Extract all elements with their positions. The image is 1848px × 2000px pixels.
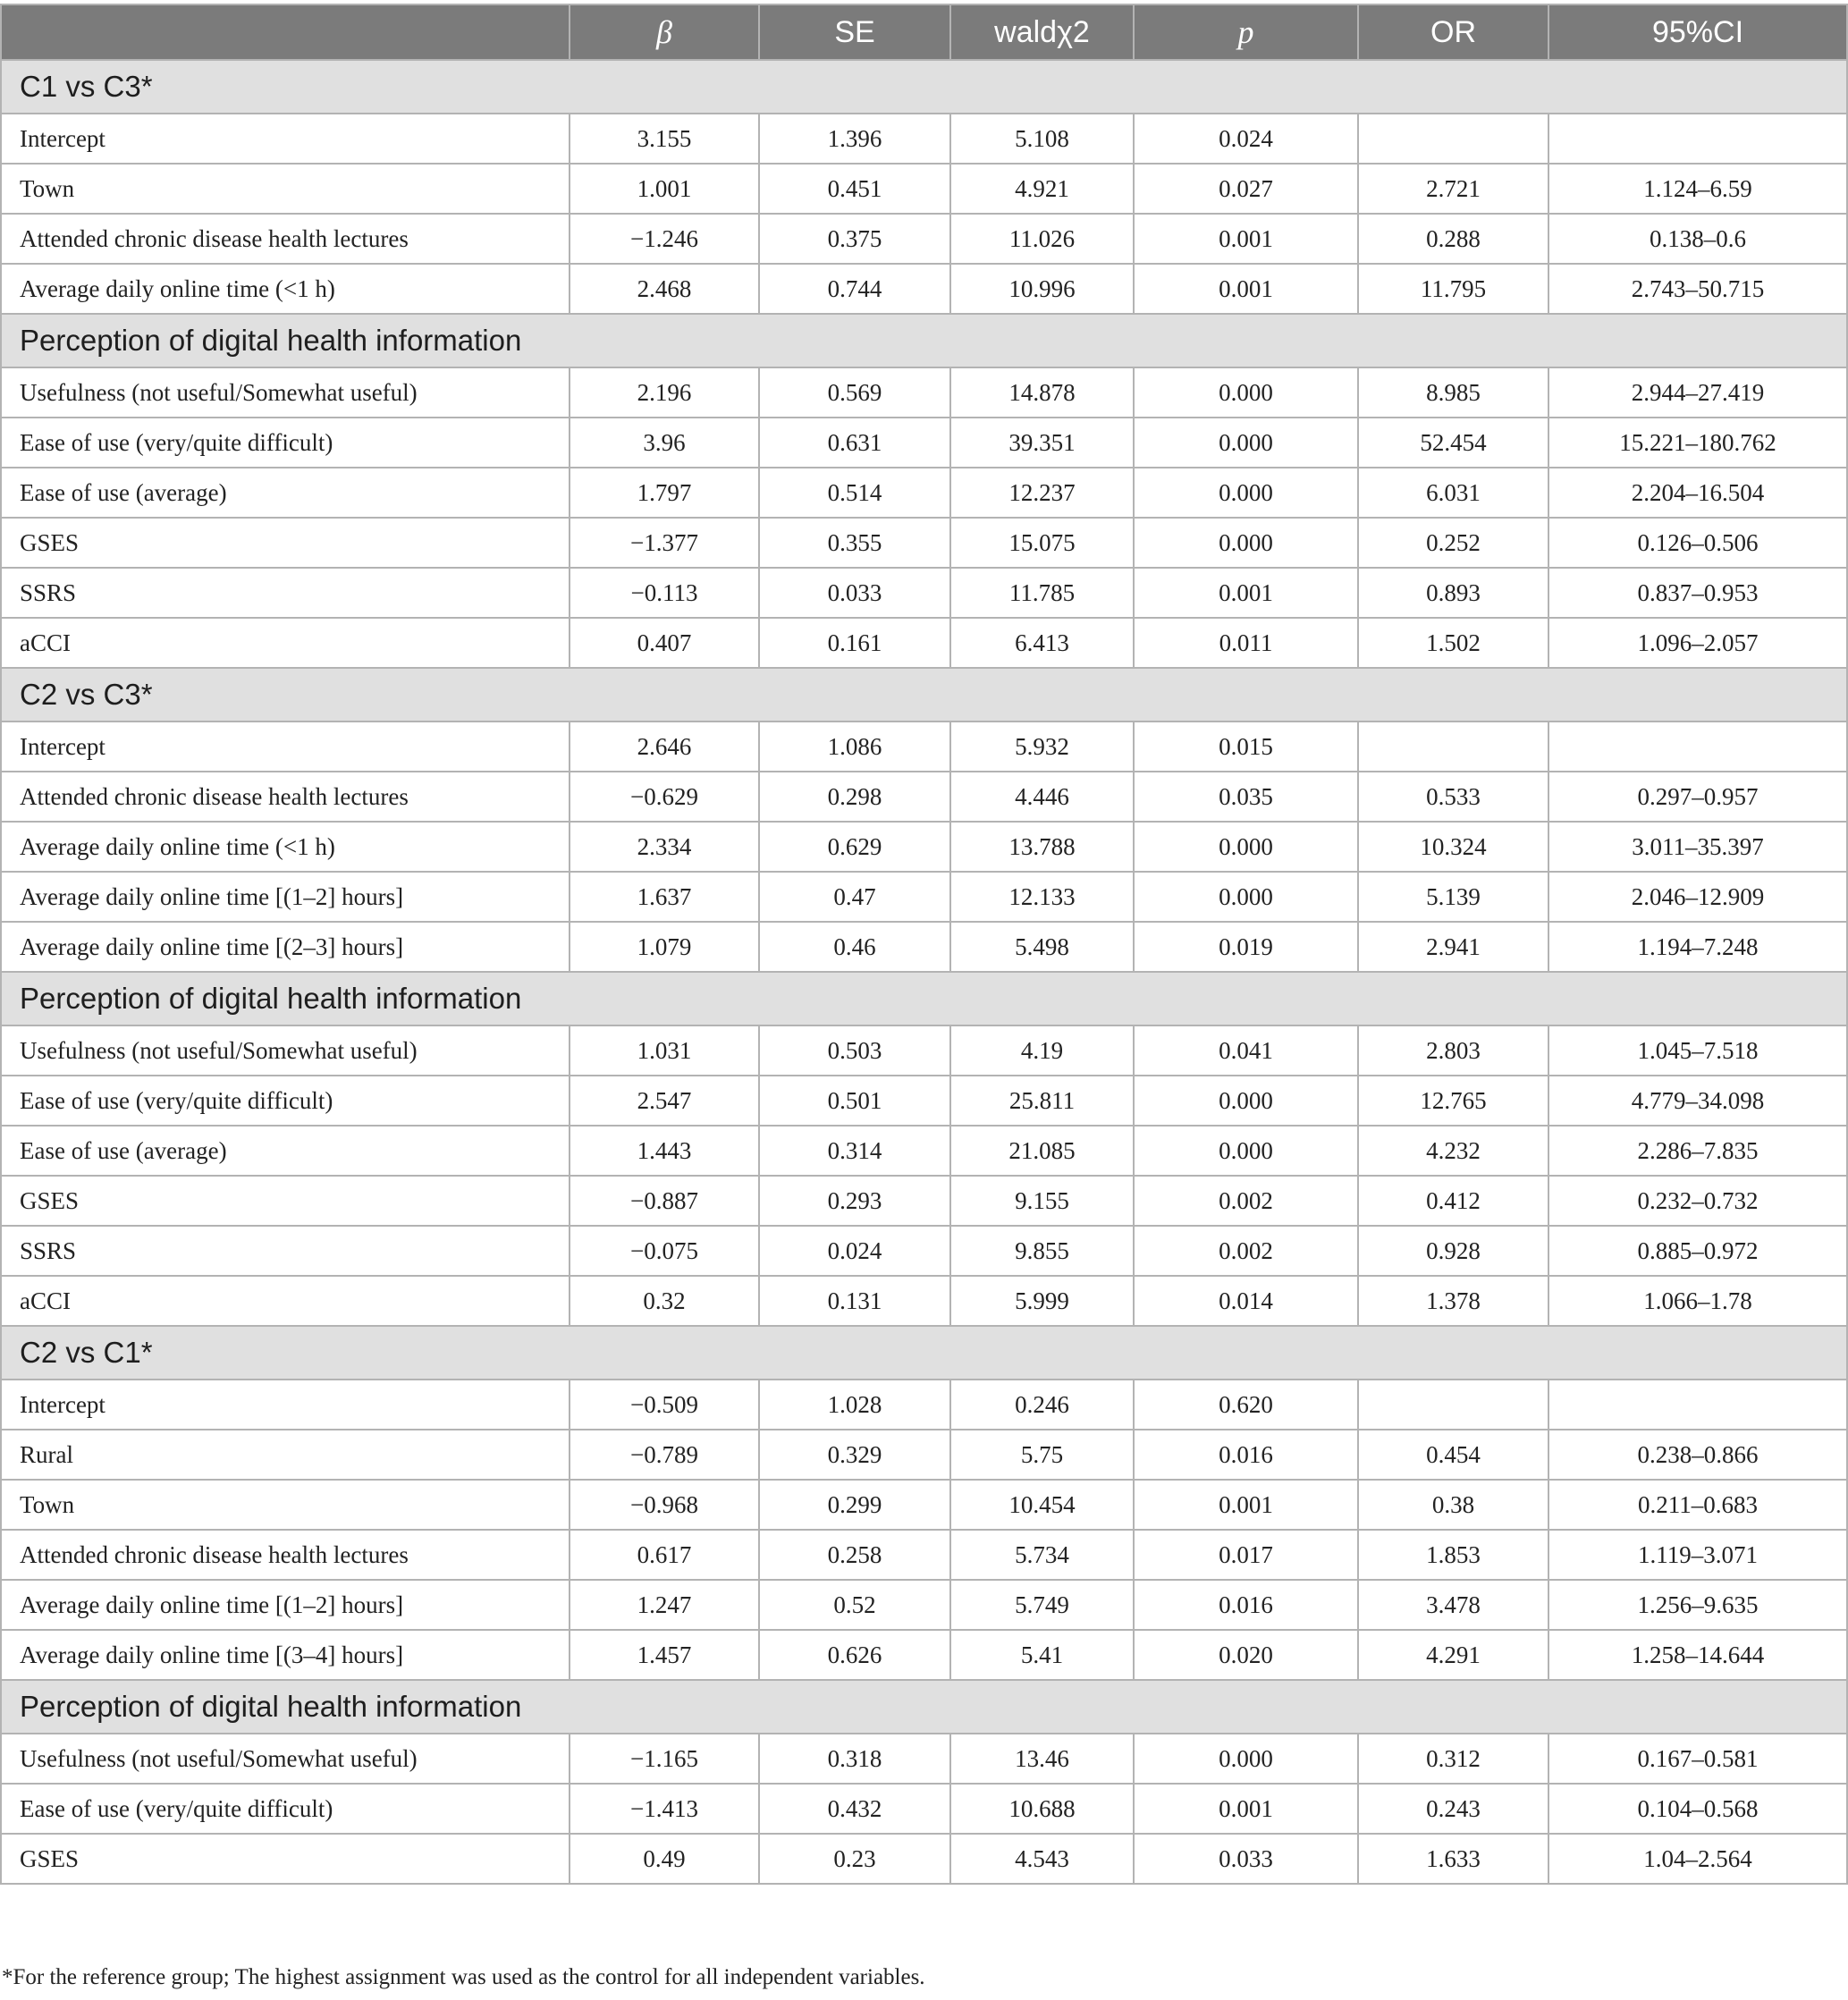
header-row: [1, 4, 1847, 60]
cell-variable: Town: [1, 164, 570, 214]
cell-p: 0.000: [1134, 1126, 1358, 1176]
section-title: Perception of digital health information: [1, 972, 1847, 1025]
cell-or: 0.533: [1358, 772, 1548, 822]
cell-beta: −1.246: [570, 214, 759, 264]
cell-beta: 2.547: [570, 1076, 759, 1126]
table-row: [1, 367, 1847, 418]
cell-se: 0.46: [759, 922, 950, 972]
cell-beta: 1.079: [570, 922, 759, 972]
cell-beta: 1.637: [570, 872, 759, 922]
cell-or: 2.721: [1358, 164, 1548, 214]
cell-p: 0.017: [1134, 1530, 1358, 1580]
cell-se: 0.161: [759, 618, 950, 668]
section-title: C2 vs C1*: [1, 1326, 1847, 1380]
cell-ci: 1.258–14.644: [1548, 1630, 1847, 1680]
cell-wald: 6.413: [950, 618, 1134, 668]
cell-p: 0.000: [1134, 1076, 1358, 1126]
table-row: [1, 568, 1847, 618]
cell-beta: 1.797: [570, 468, 759, 518]
cell-beta: 0.407: [570, 618, 759, 668]
cell-variable: SSRS: [1, 1226, 570, 1276]
cell-p: 0.024: [1134, 114, 1358, 164]
cell-or: 0.412: [1358, 1176, 1548, 1226]
cell-or: 4.232: [1358, 1126, 1548, 1176]
cell-beta: 1.031: [570, 1025, 759, 1076]
cell-variable: SSRS: [1, 568, 570, 618]
cell-se: 0.47: [759, 872, 950, 922]
cell-or: 0.312: [1358, 1734, 1548, 1784]
cell-ci: 1.066–1.78: [1548, 1276, 1847, 1326]
cell-p: 0.020: [1134, 1630, 1358, 1680]
cell-wald: 12.133: [950, 872, 1134, 922]
table-footnote: *For the reference group; The highest assignment was used as the control for all independent variables.: [2, 1965, 925, 1989]
cell-wald: 5.41: [950, 1630, 1134, 1680]
cell-p: 0.000: [1134, 1734, 1358, 1784]
section-title: Perception of digital health information: [1, 314, 1847, 367]
cell-beta: −0.789: [570, 1430, 759, 1480]
cell-variable: Average daily online time (<1 h): [1, 264, 570, 314]
cell-ci: 2.046–12.909: [1548, 872, 1847, 922]
cell-beta: 3.155: [570, 114, 759, 164]
cell-or: 0.928: [1358, 1226, 1548, 1276]
cell-or: 1.853: [1358, 1530, 1548, 1580]
section-header-row: [1, 314, 1847, 367]
cell-wald: 4.921: [950, 164, 1134, 214]
cell-beta: 0.49: [570, 1834, 759, 1884]
cell-wald: 25.811: [950, 1076, 1134, 1126]
cell-beta: −0.509: [570, 1380, 759, 1430]
cell-or: 6.031: [1358, 468, 1548, 518]
header-or: OR: [1358, 4, 1548, 60]
cell-or: 1.502: [1358, 618, 1548, 668]
header-variable: [1, 4, 570, 60]
cell-se: 0.293: [759, 1176, 950, 1226]
section-title: C1 vs C3*: [1, 60, 1847, 114]
cell-se: 0.131: [759, 1276, 950, 1326]
cell-p: 0.000: [1134, 518, 1358, 568]
cell-se: 0.629: [759, 822, 950, 872]
table-row: [1, 1176, 1847, 1226]
cell-wald: 4.543: [950, 1834, 1134, 1884]
cell-variable: Ease of use (very/quite difficult): [1, 418, 570, 468]
table-row: [1, 1834, 1847, 1884]
cell-variable: Average daily online time [(3–4] hours]: [1, 1630, 570, 1680]
cell-beta: 2.196: [570, 367, 759, 418]
cell-variable: Ease of use (very/quite difficult): [1, 1076, 570, 1126]
cell-se: 0.329: [759, 1430, 950, 1480]
cell-or: 3.478: [1358, 1580, 1548, 1630]
cell-p: 0.000: [1134, 418, 1358, 468]
cell-ci: 2.944–27.419: [1548, 367, 1847, 418]
table-row: [1, 468, 1847, 518]
cell-p: 0.001: [1134, 568, 1358, 618]
cell-ci: 0.104–0.568: [1548, 1784, 1847, 1834]
table-row: [1, 1025, 1847, 1076]
cell-beta: 2.646: [570, 722, 759, 772]
cell-ci: 1.04–2.564: [1548, 1834, 1847, 1884]
table-body: [1, 60, 1847, 1884]
cell-variable: Usefulness (not useful/Somewhat useful): [1, 367, 570, 418]
cell-p: 0.000: [1134, 468, 1358, 518]
cell-se: 0.514: [759, 468, 950, 518]
cell-ci: 1.124–6.59: [1548, 164, 1847, 214]
regression-table: [0, 4, 1848, 1885]
table-row: [1, 1630, 1847, 1680]
cell-beta: 1.001: [570, 164, 759, 214]
header-ci: 95%CI: [1548, 4, 1847, 60]
cell-variable: Town: [1, 1480, 570, 1530]
table-row: [1, 1226, 1847, 1276]
cell-wald: 5.498: [950, 922, 1134, 972]
section-header-row: [1, 60, 1847, 114]
cell-or: 11.795: [1358, 264, 1548, 314]
cell-or: [1358, 722, 1548, 772]
cell-variable: Average daily online time [(1–2] hours]: [1, 1580, 570, 1630]
cell-variable: Average daily online time [(2–3] hours]: [1, 922, 570, 972]
cell-p: 0.035: [1134, 772, 1358, 822]
cell-se: 0.299: [759, 1480, 950, 1530]
cell-wald: 10.454: [950, 1480, 1134, 1530]
cell-beta: −0.887: [570, 1176, 759, 1226]
cell-p: 0.000: [1134, 367, 1358, 418]
cell-se: 0.318: [759, 1734, 950, 1784]
cell-se: 0.314: [759, 1126, 950, 1176]
cell-variable: Attended chronic disease health lectures: [1, 1530, 570, 1580]
table-row: [1, 1784, 1847, 1834]
cell-se: 0.355: [759, 518, 950, 568]
table-row: [1, 1430, 1847, 1480]
cell-p: 0.001: [1134, 214, 1358, 264]
cell-p: 0.000: [1134, 872, 1358, 922]
table-row: [1, 1380, 1847, 1430]
cell-se: 0.033: [759, 568, 950, 618]
table-row: [1, 722, 1847, 772]
cell-beta: −0.968: [570, 1480, 759, 1530]
cell-wald: 11.785: [950, 568, 1134, 618]
cell-ci: 2.286–7.835: [1548, 1126, 1847, 1176]
table-row: [1, 214, 1847, 264]
cell-variable: GSES: [1, 1834, 570, 1884]
cell-ci: 4.779–34.098: [1548, 1076, 1847, 1126]
header-se: SE: [759, 4, 950, 60]
cell-p: 0.001: [1134, 1480, 1358, 1530]
cell-wald: 4.446: [950, 772, 1134, 822]
cell-ci: 15.221–180.762: [1548, 418, 1847, 468]
cell-variable: aCCI: [1, 1276, 570, 1326]
cell-beta: 3.96: [570, 418, 759, 468]
cell-beta: 1.247: [570, 1580, 759, 1630]
table-row: [1, 1276, 1847, 1326]
header-beta: β: [570, 4, 759, 60]
table-row: [1, 1076, 1847, 1126]
section-header-row: [1, 668, 1847, 722]
cell-p: 0.002: [1134, 1226, 1358, 1276]
cell-wald: 5.734: [950, 1530, 1134, 1580]
section-header-row: [1, 1326, 1847, 1380]
cell-variable: GSES: [1, 518, 570, 568]
cell-ci: 0.138–0.6: [1548, 214, 1847, 264]
cell-or: 0.288: [1358, 214, 1548, 264]
section-header-row: [1, 1680, 1847, 1734]
table-row: [1, 164, 1847, 214]
cell-ci: 3.011–35.397: [1548, 822, 1847, 872]
cell-se: 0.258: [759, 1530, 950, 1580]
cell-se: 0.503: [759, 1025, 950, 1076]
table-row: [1, 418, 1847, 468]
cell-wald: 5.108: [950, 114, 1134, 164]
cell-wald: 11.026: [950, 214, 1134, 264]
cell-p: 0.041: [1134, 1025, 1358, 1076]
cell-variable: Attended chronic disease health lectures: [1, 214, 570, 264]
cell-wald: 5.999: [950, 1276, 1134, 1326]
cell-or: 2.941: [1358, 922, 1548, 972]
cell-se: 0.298: [759, 772, 950, 822]
cell-or: 10.324: [1358, 822, 1548, 872]
cell-p: 0.000: [1134, 822, 1358, 872]
header-p: p: [1134, 4, 1358, 60]
cell-se: 0.432: [759, 1784, 950, 1834]
cell-or: 0.893: [1358, 568, 1548, 618]
cell-ci: 2.204–16.504: [1548, 468, 1847, 518]
cell-ci: 0.885–0.972: [1548, 1226, 1847, 1276]
cell-p: 0.001: [1134, 1784, 1358, 1834]
cell-variable: Intercept: [1, 722, 570, 772]
cell-se: 0.024: [759, 1226, 950, 1276]
cell-se: 0.375: [759, 214, 950, 264]
cell-ci: 0.238–0.866: [1548, 1430, 1847, 1480]
cell-ci: 1.194–7.248: [1548, 922, 1847, 972]
cell-variable: Usefulness (not useful/Somewhat useful): [1, 1025, 570, 1076]
cell-p: 0.016: [1134, 1580, 1358, 1630]
cell-se: 0.744: [759, 264, 950, 314]
table-row: [1, 872, 1847, 922]
cell-se: 1.396: [759, 114, 950, 164]
cell-wald: 5.932: [950, 722, 1134, 772]
cell-beta: 2.468: [570, 264, 759, 314]
table-row: [1, 1734, 1847, 1784]
section-title: C2 vs C3*: [1, 668, 1847, 722]
cell-variable: Attended chronic disease health lectures: [1, 772, 570, 822]
cell-beta: −0.113: [570, 568, 759, 618]
cell-p: 0.033: [1134, 1834, 1358, 1884]
cell-variable: Ease of use (very/quite difficult): [1, 1784, 570, 1834]
cell-ci: 1.045–7.518: [1548, 1025, 1847, 1076]
cell-ci: 0.211–0.683: [1548, 1480, 1847, 1530]
cell-wald: 9.855: [950, 1226, 1134, 1276]
table-row: [1, 114, 1847, 164]
cell-p: 0.620: [1134, 1380, 1358, 1430]
cell-beta: −0.075: [570, 1226, 759, 1276]
cell-or: [1358, 1380, 1548, 1430]
section-title: Perception of digital health information: [1, 1680, 1847, 1734]
cell-wald: 5.749: [950, 1580, 1134, 1630]
cell-beta: 0.617: [570, 1530, 759, 1580]
cell-variable: Average daily online time (<1 h): [1, 822, 570, 872]
cell-variable: Rural: [1, 1430, 570, 1480]
cell-beta: −1.165: [570, 1734, 759, 1784]
cell-ci: 0.232–0.732: [1548, 1176, 1847, 1226]
cell-wald: 10.688: [950, 1784, 1134, 1834]
cell-variable: Intercept: [1, 114, 570, 164]
cell-beta: −1.377: [570, 518, 759, 568]
cell-wald: 15.075: [950, 518, 1134, 568]
cell-ci: 0.297–0.957: [1548, 772, 1847, 822]
cell-variable: Ease of use (average): [1, 1126, 570, 1176]
cell-beta: 1.457: [570, 1630, 759, 1680]
table-row: [1, 922, 1847, 972]
cell-beta: 2.334: [570, 822, 759, 872]
cell-or: 5.139: [1358, 872, 1548, 922]
cell-wald: 5.75: [950, 1430, 1134, 1480]
cell-p: 0.019: [1134, 922, 1358, 972]
cell-se: 0.23: [759, 1834, 950, 1884]
cell-wald: 13.788: [950, 822, 1134, 872]
cell-wald: 13.46: [950, 1734, 1134, 1784]
cell-variable: GSES: [1, 1176, 570, 1226]
cell-variable: Ease of use (average): [1, 468, 570, 518]
cell-or: 0.252: [1358, 518, 1548, 568]
cell-or: 0.243: [1358, 1784, 1548, 1834]
cell-p: 0.011: [1134, 618, 1358, 668]
cell-ci: [1548, 114, 1847, 164]
cell-p: 0.002: [1134, 1176, 1358, 1226]
cell-variable: aCCI: [1, 618, 570, 668]
cell-ci: [1548, 722, 1847, 772]
cell-se: 0.52: [759, 1580, 950, 1630]
table-row: [1, 1480, 1847, 1530]
table-container: [0, 4, 1846, 1885]
cell-p: 0.015: [1134, 722, 1358, 772]
cell-se: 0.501: [759, 1076, 950, 1126]
cell-wald: 0.246: [950, 1380, 1134, 1430]
cell-or: 1.633: [1358, 1834, 1548, 1884]
table-row: [1, 518, 1847, 568]
cell-wald: 14.878: [950, 367, 1134, 418]
cell-ci: 1.256–9.635: [1548, 1580, 1847, 1630]
cell-p: 0.001: [1134, 264, 1358, 314]
cell-beta: −1.413: [570, 1784, 759, 1834]
cell-p: 0.027: [1134, 164, 1358, 214]
header-wald: waldχ2: [950, 4, 1134, 60]
cell-wald: 10.996: [950, 264, 1134, 314]
cell-ci: 1.096–2.057: [1548, 618, 1847, 668]
cell-wald: 12.237: [950, 468, 1134, 518]
table-row: [1, 264, 1847, 314]
cell-se: 0.631: [759, 418, 950, 468]
cell-or: [1358, 114, 1548, 164]
cell-beta: −0.629: [570, 772, 759, 822]
cell-or: 8.985: [1358, 367, 1548, 418]
table-row: [1, 772, 1847, 822]
cell-se: 1.086: [759, 722, 950, 772]
cell-wald: 9.155: [950, 1176, 1134, 1226]
table-row: [1, 1126, 1847, 1176]
cell-ci: 0.167–0.581: [1548, 1734, 1847, 1784]
cell-or: 0.38: [1358, 1480, 1548, 1530]
cell-ci: 0.126–0.506: [1548, 518, 1847, 568]
cell-or: 1.378: [1358, 1276, 1548, 1326]
cell-se: 1.028: [759, 1380, 950, 1430]
table-row: [1, 822, 1847, 872]
cell-p: 0.016: [1134, 1430, 1358, 1480]
cell-variable: Average daily online time [(1–2] hours]: [1, 872, 570, 922]
table-row: [1, 618, 1847, 668]
cell-se: 0.451: [759, 164, 950, 214]
cell-ci: 1.119–3.071: [1548, 1530, 1847, 1580]
cell-or: 0.454: [1358, 1430, 1548, 1480]
cell-wald: 21.085: [950, 1126, 1134, 1176]
cell-p: 0.014: [1134, 1276, 1358, 1326]
cell-beta: 1.443: [570, 1126, 759, 1176]
cell-ci: [1548, 1380, 1847, 1430]
cell-variable: Usefulness (not useful/Somewhat useful): [1, 1734, 570, 1784]
cell-wald: 4.19: [950, 1025, 1134, 1076]
cell-ci: 0.837–0.953: [1548, 568, 1847, 618]
cell-wald: 39.351: [950, 418, 1134, 468]
table-row: [1, 1580, 1847, 1630]
cell-or: 4.291: [1358, 1630, 1548, 1680]
cell-ci: 2.743–50.715: [1548, 264, 1847, 314]
section-header-row: [1, 972, 1847, 1025]
cell-beta: 0.32: [570, 1276, 759, 1326]
cell-se: 0.626: [759, 1630, 950, 1680]
cell-variable: Intercept: [1, 1380, 570, 1430]
cell-or: 2.803: [1358, 1025, 1548, 1076]
cell-or: 52.454: [1358, 418, 1548, 468]
table-row: [1, 1530, 1847, 1580]
cell-or: 12.765: [1358, 1076, 1548, 1126]
cell-se: 0.569: [759, 367, 950, 418]
